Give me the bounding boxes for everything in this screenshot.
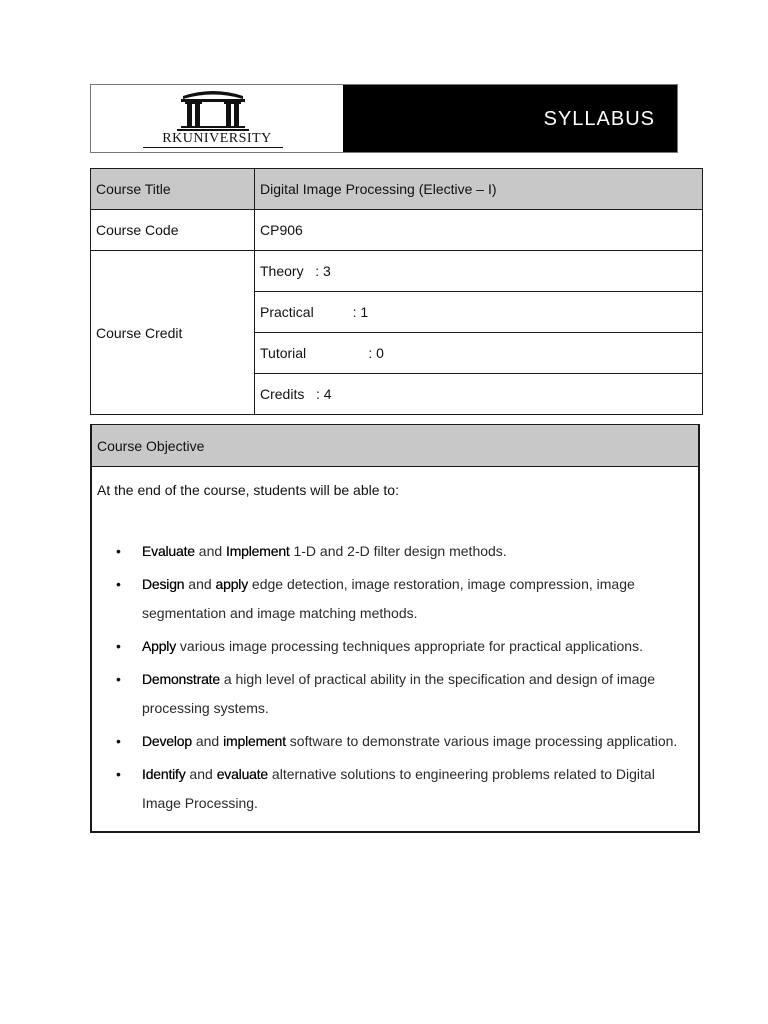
- course-title-row: [91, 169, 703, 210]
- objective-keyword: apply: [215, 576, 249, 592]
- course-credit-label: Course Credit: [91, 251, 255, 415]
- logo-text: RKUNIVERSITY: [162, 131, 272, 146]
- objective-text: and: [191, 733, 224, 749]
- objective-text: alternative solutions to engineering problems related to Digital Image Processing.: [142, 766, 655, 811]
- objective-list: [92, 537, 698, 818]
- objective-item: [92, 570, 698, 628]
- objective-keyword: Evaluate: [142, 543, 195, 559]
- objective-text: a high level of practical ability in the specification and design of image processing systems.: [142, 671, 655, 716]
- credit-theory: Theory : 3: [255, 251, 703, 292]
- objective-keyword: Identify: [142, 766, 186, 782]
- objective-keyword: evaluate: [216, 766, 269, 782]
- bullet-icon: •: [116, 576, 121, 592]
- course-title-label: Course Title: [91, 169, 255, 210]
- course-info-table: [90, 168, 703, 415]
- bullet-icon: •: [116, 638, 121, 654]
- objective-text: and: [185, 766, 217, 782]
- objective-keyword: Apply: [142, 638, 177, 654]
- banner-title-area: [343, 85, 677, 152]
- university-logo: [91, 85, 343, 152]
- syllabus-banner: [90, 84, 678, 153]
- course-code-label: Course Code: [91, 210, 255, 251]
- logo-underline: [143, 146, 283, 150]
- objective-keyword: Develop: [142, 733, 192, 749]
- bullet-icon: •: [116, 543, 121, 559]
- objective-keyword: Demonstrate: [142, 671, 220, 687]
- course-code-value: CP906: [255, 210, 703, 251]
- objective-keyword: Design: [142, 576, 185, 592]
- objective-text: and: [194, 543, 227, 559]
- page-title: SYLLABUS: [543, 108, 655, 130]
- objective-item: [92, 665, 698, 723]
- objective-text: edge detection, image restoration, image compression, image segmentation and image matching methods.: [142, 576, 635, 621]
- pillars-icon: [143, 88, 283, 134]
- objective-text: software to demonstrate various image processing application.: [285, 733, 678, 749]
- course-credit-row: [91, 251, 703, 292]
- objective-item: [92, 727, 698, 756]
- objective-keyword: implement: [223, 733, 286, 749]
- objective-heading: Course Objective: [92, 425, 698, 467]
- course-objective-section: [90, 424, 700, 833]
- course-code-row: [91, 210, 703, 251]
- objective-intro: At the end of the course, students will be able to:: [97, 482, 399, 498]
- objective-text: 1-D and 2-D filter design methods.: [289, 543, 507, 559]
- objective-item: [92, 632, 698, 661]
- course-title-value: Digital Image Processing (Elective – I): [255, 169, 703, 210]
- objective-item: [92, 760, 698, 818]
- objective-text: and: [184, 576, 216, 592]
- bullet-icon: •: [116, 766, 121, 782]
- objective-item: [92, 537, 698, 566]
- credit-tutorial: Tutorial : 0: [255, 333, 703, 374]
- objective-text: various image processing techniques appropriate for practical applications.: [176, 638, 643, 654]
- objective-keyword: Implement: [226, 543, 290, 559]
- credit-total: Credits : 4: [255, 374, 703, 415]
- credit-practical: Practical : 1: [255, 292, 703, 333]
- bullet-icon: •: [116, 733, 121, 749]
- bullet-icon: •: [116, 671, 121, 687]
